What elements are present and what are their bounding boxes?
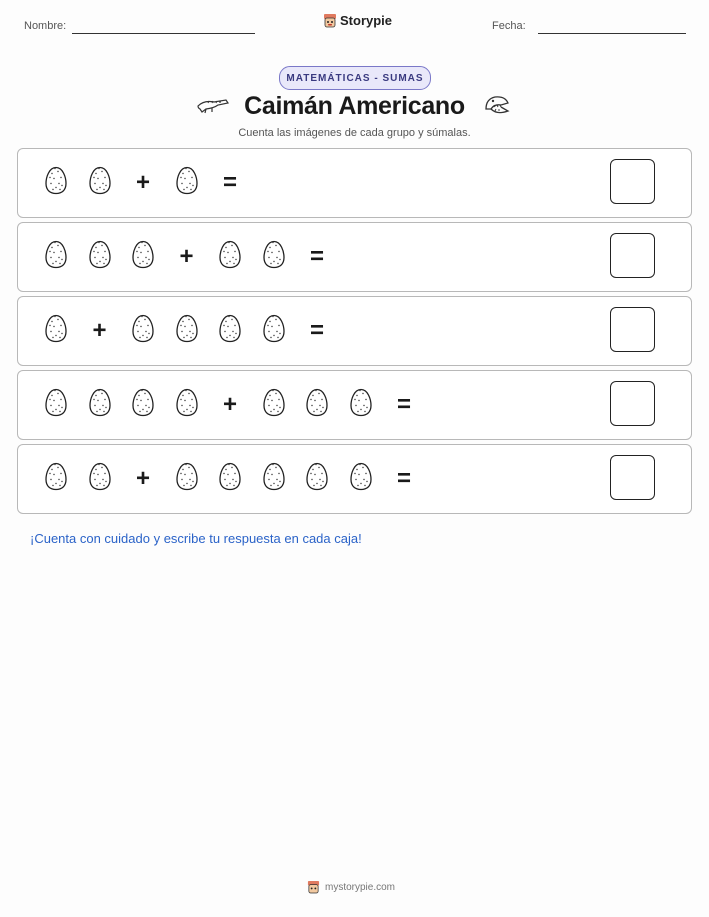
equals-sign: = (396, 465, 412, 492)
egg-icon (262, 462, 286, 497)
egg-icon (131, 314, 155, 349)
problem-row (17, 148, 692, 218)
plus-sign: + (222, 391, 238, 418)
equals-sign: = (396, 391, 412, 418)
problem-row (17, 444, 692, 514)
page-title: Caimán Americano (244, 92, 465, 120)
egg-icon (44, 314, 68, 349)
storypie-mascot-icon (323, 13, 337, 28)
egg-icon (44, 166, 68, 201)
egg-icon (44, 388, 68, 423)
answer-box[interactable] (610, 307, 655, 352)
egg-icon (88, 240, 112, 275)
storypie-mascot-icon (307, 880, 320, 894)
footer-url: mystorypie.com (325, 881, 396, 893)
egg-icon (305, 388, 329, 423)
problem-row (17, 296, 692, 366)
egg-icon (131, 240, 155, 275)
equals-sign: = (309, 317, 325, 344)
egg-icon (131, 388, 155, 423)
egg-icon (175, 462, 199, 497)
plus-sign: + (135, 169, 151, 196)
instructions: Cuenta las imágenes de cada grupo y súmalas. (238, 127, 471, 139)
egg-icon (175, 166, 199, 201)
brand-logo (323, 13, 392, 28)
egg-icon (218, 314, 242, 349)
egg-icon (349, 462, 373, 497)
egg-icon (44, 240, 68, 275)
egg-icon (88, 388, 112, 423)
egg-icon (88, 462, 112, 497)
date-line[interactable] (538, 33, 686, 34)
brand-name: Storypie (340, 13, 393, 28)
answer-box[interactable] (610, 381, 655, 426)
name-line[interactable] (72, 33, 255, 34)
egg-icon (305, 462, 329, 497)
egg-icon (349, 388, 373, 423)
egg-icon (262, 388, 286, 423)
problem-row (17, 370, 692, 440)
egg-icon (262, 240, 286, 275)
egg-icon (44, 462, 68, 497)
egg-icon (218, 462, 242, 497)
egg-icon (175, 314, 199, 349)
plus-sign: + (135, 465, 151, 492)
date-label: Fecha: (492, 20, 526, 32)
equals-sign: = (222, 169, 238, 196)
egg-icon (218, 240, 242, 275)
subject-badge: MATEMÁTICAS - SUMAS (279, 66, 431, 90)
footer-note: ¡Cuenta con cuidado y escribe tu respuesta en cada caja! (30, 531, 362, 546)
problem-row (17, 222, 692, 292)
answer-box[interactable] (610, 159, 655, 204)
egg-icon (175, 388, 199, 423)
name-label: Nombre: (24, 20, 67, 32)
egg-icon (88, 166, 112, 201)
plus-sign: + (179, 243, 194, 270)
footer-link[interactable] (307, 880, 395, 894)
egg-icon (262, 314, 286, 349)
caiman-head-icon (483, 93, 511, 119)
equals-sign: = (309, 243, 325, 270)
answer-box[interactable] (610, 233, 655, 278)
plus-sign: + (92, 317, 107, 344)
answer-box[interactable] (610, 455, 655, 500)
